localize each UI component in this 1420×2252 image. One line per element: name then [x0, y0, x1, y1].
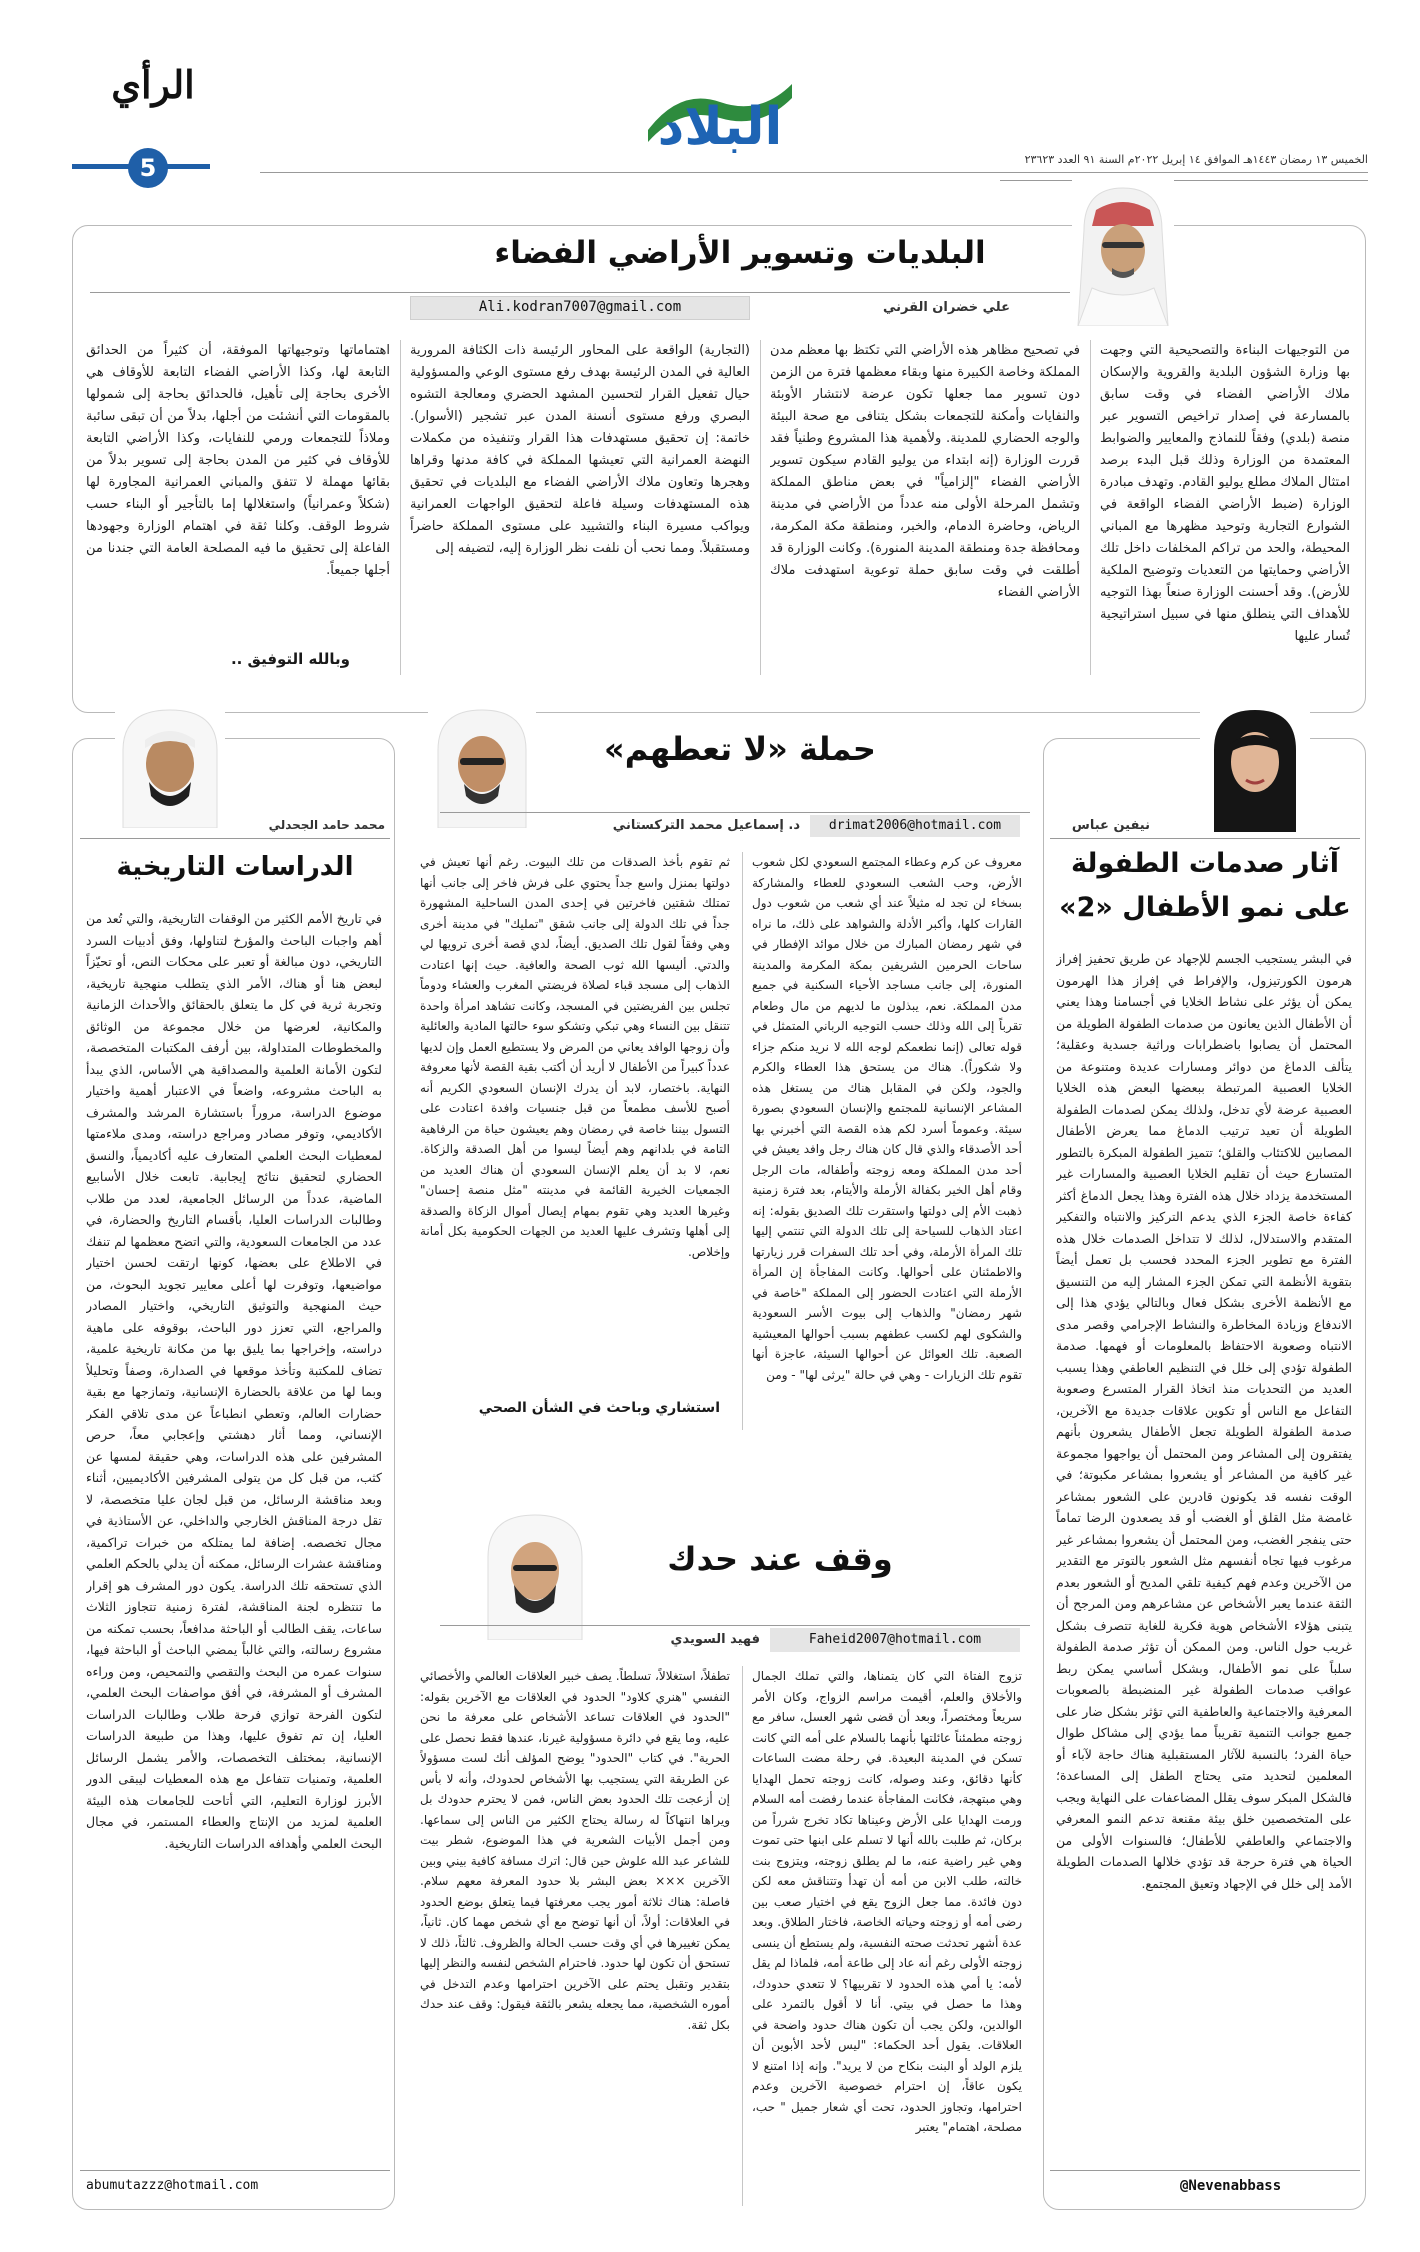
nevin-body-text: في البشر يستجيب الجسم للإجهاد عن طريق تحفيز إفراز هرمون الكورتيزول، والإفراط في إفراز هذا الهرمون يمكن أن يؤثر على نشاط الخلايا في أجسامنا وهذا يعني أن الأطفال الذين يعانون من صدمات الطفولة الطويلة من المحتمل أن يصابوا باضطرابات وراثية جسدية وعقلية؛ يتألف الدماغ من دوائر ومسارات عديدة ومتنوعة من الخلايا العصبية المرتبطة ببعضها البعض هذه الخلايا العصبية عرضة لأي تدخل، ولذلك يمكن لصدمات الطفولة الطويلة أن تعيد ترتيب الدماغ مما يعرض الأطفال المصابين للاكتئاب والقلق؛ تتميز الطفولة المبكرة بالتطور المتسارع حيث أن تقليم الخلايا العصبية والمسارات غير المستخدمة يزداد خلال هذه الفترة وهذا يجعل الدماغ أكثر كفاءة خاصة الجزء الذي يدعم التركيز والانتباه والتفكير المتقدم والاستدلال، لذلك لا تتداخل الصدمات خلال هذه الفترة مع تطوير الجزء المحدد فحسب بل تعمل أيضاً بتقوية الأنظمة التي تمكن الجزء المشار إليه من التنسيق مع الأنظمة الأخرى بشكل فعال وبالتالي يؤدي هذا إلى الاندفاع وزيادة المخاطرة والنشاط الإجرامي وقصر مدى الانتباه وصعوبة الاحتفاظ بالمعلومات أو فهمها. صدمة الطفولة تؤدي إلى خلل في التنظيم العاطفي وهذا يسبب العديد من التحديات منذ اتخاذ القرار المتسرع وصعوبة التفاعل مع الناس أو تكوين علاقات جديدة مع الآخرين، صدمة الطفولة الطويلة تجعل الأطفال يشعرون بأنهم يفتقرون إلى المشاعر ومن المحتمل أن يواجهوا مجموعة غير كافية من المشاعر أو يشعروا بمشاعر مكبوتة؛ في الوقت نفسه قد يكونون قادرين على الشعور بمشاعر غامضة مثل القلق أو الغضب أو قد يصعدون الرضا تماماً حتى ينفجر الغضب، ومن المحتمل أن يشعروا بمشاعر غير مرغوب فيها تجاه أنفسهم مثل الشعور بالتوتر مع التقدير من الآخرين وعدم فهم كيفية تلقي المديح أو الشعور بعدم الثقة عندما يعبر الأشخاص عن مشاعرهم ومن المرجح أن يتبنى هؤلاء الأشخاص هوية فكرية للغاية تتصرف بشكل غريب حول الناس. ومن الممكن أن تؤثر صدمة الطفولة سلباً على نمو الأطفال، وبشكل أساسي يمكن ربط عواقب صدمات الطفولة غير المنضبطة بالصعوبات المعرفية والاجتماعية والعاطفية التي تؤثر بشكل ضار على جميع جوانب التنمية تقريباً مما يؤدي إلى مشاكل طوال حياة الفرد؛ بالنسبة للآثار المستقبلية هناك حاجة لآباء أو المعلمين لتحديد متى يحتاج الطفل إلى المساعدة؛ فالشكل المبكر سوف يقلل المضاعفات على النهاية ويجب على المتخصصين خلق بيئة مقنعة تدعم النمو المعرفي والاجتماعي والعاطفي للأطفال؛ فالسنوات الأولى من الحياة هي فترة حرجة قد تؤدي خلالها الصدمات الطويلة الأمد إلى خلل في الإجهاد وتعيق المجتمع. — [1056, 951, 1352, 1891]
bottom-separator — [742, 1666, 743, 2206]
jahdali-email: abumutazzz@hotmail.com — [86, 2178, 259, 2193]
center-separator — [742, 852, 743, 1430]
bottom-author: فهيد السويدي — [670, 1632, 760, 1647]
top-col1-text: من التوجيهات البناءة والتصحيحية التي وجهت بها وزارة الشؤون البلدية والقروية والإسكان ملاك الأراضي الفضاء في وقت سابق بالمسارعة في إصدار تراخيص التسوير عبر منصة (بلدي) وفقاً للنماذج والمعايير والضوابط المعتمدة من الوزارة وذلك قبل البدء برصد امتثال الملاك مطلع يوليو القادم. وتهدف مبادرة الوزارة (ضبط الأراضي الفضاء الواقعة في الشوارع التجارية وتوحيد مظهرها مع المباني المحيطة، والحد من تراكم المخلفات داخل تلك الأراضي وحمايتها من التعديات وتوضيح الملكية للأرض). وقد أحسنت الوزارة صنعاً بهذا التوجيه للأهداف التي ينطلق منها في سبيل استراتيجية تُسار عليها — [1100, 343, 1350, 644]
nevin-headline-1: آثار صدمات الطفولة — [1070, 848, 1340, 879]
center-column-1 — [752, 852, 1022, 1430]
jahdali-author: محمد حامد الجحدلي — [268, 818, 385, 832]
author-photo-jahdali — [115, 700, 225, 828]
jahdali-byline-rule — [80, 838, 390, 839]
center-headline: حملة «لا تعطهم» — [604, 730, 876, 768]
center-author-email: drimat2006@hotmail.com — [828, 818, 1002, 833]
logo-mark — [640, 68, 800, 156]
top-closing: وبالله التوفيق .. — [230, 650, 350, 668]
nevin-byline-rule — [1050, 838, 1360, 839]
nevin-headline-2: على نمو الأطفال «2» — [1059, 892, 1351, 923]
masthead-rule-lower — [1000, 180, 1368, 181]
top-headline-rule — [90, 292, 1070, 293]
top-column-2 — [770, 340, 1080, 675]
top-separator-1 — [1090, 340, 1091, 675]
bottom-col2-text: تطفلاً، استغلالاً، تسلطاً. يصف خبير العلاقات العالمي والأخصائي النفسي "هنري كلاود" الحدود في العلاقات مع الآخرين بقوله: "الحدود في العلاقات تساعد الأشخاص على معرفة ما نحن عليه، وما يقع في دائرة مسؤولية غيرنا، عندها فقط نحصل على الحرية". في كتاب "الحدود" يوضح المؤلف أنك لست مسؤولاً عن الطريقة التي يستجيب بها الأشخاص لحدودك، وأنه لا بأس إن أزعجت تلك الحدود بعض الناس، فمن لا يحترم حدودك بل ويراها انتهاكاً له رسالة يحتاج الكثير من الناس إلى سماعها. ومن أجمل الأبيات الشعرية في هذا الموضوع، شطر بيت للشاعر عبد الله علوش حين قال: اترك مسافة كافية بيني وبين الآخرين ××× بعض البشر بلا حدود المعرفة معهم سلام. فاصلة: هناك ثلاثة أمور يجب معرفتها فيما يتعلق بوضع الحدود في العلاقات: أولاً، أن أنها توضح مع أي شخص مهما كان. ثانياً، يمكن تغييرها في أي وقت حسب الحالة والظروف. ثالثاً، ذلك لا تستحق أن تكون لها حدود. فاحترام الشخص لنفسه والنظر إليها بتقدير وتقبل يحتم على الآخرين احترامها وعدم التدخل في أموره الشخصية، مما يجعله يشعر بالثقة فيقول: وقف عند حدك بكل ثقة. — [420, 1669, 730, 2032]
top-separator-3 — [400, 340, 401, 675]
page-number-badge — [128, 148, 168, 188]
bottom-headline: وقف عند حدك — [667, 1540, 893, 1578]
jahdali-footer-rule — [80, 2170, 390, 2171]
jahdali-headline: الدراسات التاريخية — [116, 852, 354, 882]
jahdali-body-text: في تاريخ الأمم الكثير من الوقفات التاريخية، والتي تُعد من أهم واجبات الباحث والمؤرخ لتناولها، وفق أدبيات السرد التاريخي، دون مبالغة أو تعبر على محكات النص، أو تحيّزاً لبعض هنا أو هناك، الأمر الذي يتطلب منهجية تاريخية، وتجربة ثرية في كل ما يتعلق بالحقائق والأحداث الزمانية والمكانية، لعرضها من خلال مجموعة من الوثائق والمخطوطات المتداولة، بين أرفف المكتبات المتخصصة، لتكون الأمانة العلمية والمصداقية هي الأساس، الذي يبدأ به الباحث مشروعه، واضعاً في الاعتبار أهمية واختيار موضوع الدراسة، مروراً باستشارة المرشد والمشرف الأكاديمي، وتوفر مصادر ومراجع دراسته، ومدى ملاءمتها لمعطيات البحث العلمي المتعارف عليه أكاديمياً، والنسق الحضاري لتحقيق نتائج إيجابية. تابعت خلال الأسابيع الماضية، عدداً من الرسائل الجامعية، لعدد من طلاب وطالبات الدراسات العليا، بأقسام التاريخ والحضارة، في عدد من الجامعات السعودية، والتي اتضح معظمها لم تنفك في الاطلاع على بعضها، كونها ارتقت لحسن اختيار مواضيعها، وتوفرت لها أعلى معايير تجويد البحوث، من حيث المنهجية والتوثيق التاريخي، واختيار المصادر والمراجع، التي تعزز دور الباحث، بوقوفه على ماهية دراسته، وإخراجها بما يليق بها من مكانة تاريخية علمية، تضاف للمكتبة وتأخذ موقعها في الصدارة، وصفاً وتحليلاً وبما لها من علاقة بالحضارة الإنسانية، وتمازجها مع بقية حضارات العالم، وتعطي انطباعاً عن مدى تلاقي الفكر الإنساني، ومما أثار دهشتي وإعجابي معاً، حرص المشرفين على هذه الدراسات، وهي حقيقة لمسها عن كثب، من قبل كل من يتولى المشرفين الأكاديميين، أثناء وبعد مناقشة الرسائل، من قبل لجان عليا متخصصة، لا تقل درجة المناقش الخارجي والداخلي، عن الأستاذية في مجال تخصصه. إضافة لما يمتلكه من خبرات تراكمية، ومناقشة عشرات الرسائل، ممكنه أن يدلي بالحكم العلمي الذي تستحقه تلك الدراسة. يكون دور المشرف هو إقرار ما تنتظره لجنة المناقشة، لفترة زمنية تتجاوز الثلاث ساعات، يقف الطالب أو الباحثة مدافعاً، بحسب تمكنه من مشروع رسالته، والتي غالباً يمضي الباحث أو الباحثة فيها، سنوات عمره من البحث والتقصي والتمحيص، ومن وراءه المشرف أو المشرفة، في أفق مواصفات البحث العلمي، لتكون الفرحة توازي فرحة طلاب وطالبات الدراسات العليا، إن تم تفوق عليها، وهذا من طبيعة الدراسات الإنسانية، بمختلف التخصصات، والأمر يشمل الرسائل العلمية، وتمنيات تتفاعل مع هذه المعطيات ليبقى الدور الأبرز لوزارة التعليم، التي أتاحت للجامعات هذه البيئة العلمية لمزيد من الإنتاج والعطاء المستمر، في مجال البحث العلمي وأهدافه الدراسات التاريخية. — [86, 911, 382, 1851]
top-headline: البلديات وتسوير الأراضي الفضاء — [494, 235, 986, 271]
top-col4-text: اهتماماتها وتوجيهاتها الموفقة، أن كثيراً من الحدائق التابعة لها، وكذا الأراضي الفضاء التابعة للأوقاف هي الأخرى بحاجة إلى تأهيل، فالحدائق بحاجة إلى شمولها بالمقومات التي أنشئت من أجلها، بدلاً من أن تبقى سائبة وملاذاً للتجمعات ورمي للنفايات، وكذا الأراضي التابعة للأوقاف في كثير من المدن بحاجة إلى تسوير بدلاً من بقائها مهملة لا تتفق والمباني العمرانية المجاورة لها (شكلاً وعمرانياً) واستغلالها إما بالتأجير أو البناء حسب شروط الوقف. وكلنا ثقة في اهتمام الوزارة وجهودها الفاعلة إلى تحقيق ما فيه المصلحة العامة التي جندنا من أجلها جميعاً. — [86, 343, 390, 578]
nevin-footer-rule — [1050, 2170, 1360, 2171]
top-column-4 — [86, 340, 390, 640]
author-photo-nevin — [1200, 700, 1310, 832]
center-byline-rule — [440, 812, 1030, 813]
bottom-author-email: Faheid2007@hotmail.com — [808, 1632, 982, 1647]
logo — [640, 68, 800, 156]
jahdali-body — [86, 908, 382, 2153]
section-title: الرأي — [111, 62, 195, 107]
top-author: علي خضران القرني — [882, 300, 1010, 315]
top-column-1 — [1100, 340, 1350, 675]
bottom-column-2 — [420, 1666, 730, 2206]
dateline: الخميس ١٣ رمضان ١٤٤٣هـ الموافق ١٤ إبريل ٢٠٢٢م السنة ٩١ العدد ٢٣٦٢٣ — [1024, 153, 1368, 166]
nevin-body — [1056, 948, 1352, 2163]
top-col2-text: في تصحيح مظاهر هذه الأراضي التي تكتظ بها معظم مدن المملكة وخاصة الكبيرة منها وبقاء معظمها فترة من الزمن دون تسوير مما جعلها تكون عرضة لانتشار الأوبئة والنفايات وأمكنة للتجمعات بشكل يتنافى مع صحة البيئة والوجه الحضاري للمدينة. ولأهمية هذا المشروع وطنياً فقد قررت الوزارة (إنه ابتداء من يوليو القادم سيكون تسوير الأراضي الفضاء "إلزامياً" في بعض مناطق المملكة وتشمل المرحلة الأولى منه عدداً من الأراضي في مدينة الرياض، وحاضرة الدمام، والخبر، ومنطقة مكة المكرمة، ومحافظة جدة ومنطقة المدينة المنورة). وكانت الوزارة قد أطلقت في وقت سابق حملة توعوية استهدفت ملاك الأراضي الفضاء — [770, 343, 1080, 600]
center-col2-text: ثم تقوم بأخذ الصدقات من تلك البيوت. رغم أنها تعيش في دولتها بمنزل واسع جداً يحتوي على فرش فاخر إلى جانب أنها تمتلك شقتين فاخرتين في إحدى المدن الساحلية المشهورة جداً في تلك الدولة إلى جانب شقق "تمليك" في مدينة أخرى وهي وفقاً لقول تلك الصديق. أيضاً، لدي قصة أخرى ترويها لي والدتي. أليسها الله ثوب الصحة والعافية. حيث إنها اعتادت الذهاب إلى مسجد قباء لصلاة فريضتي المغرب والعشاء ودوماً تجلس بين الفريضتين في المسجد، وكانت تشاهد امرأة واحدة تتنقل بين النساء وهي تبكي وتشكو سوء حالتها المادية والعائلية وأن زوجها الوافد يعاني من المرض ولا يستطيع العمل وإن لديها عدداً كبيراً من الأطفال لا أريد أن أكتب بقية القصة لأنها معروفة النهاية. باختصار، لابد أن يدرك الإنسان السعودي الكريم أنه أصبح للأسف مطمعاً من قبل جنسيات وافدة اعتادت على التسول بيننا خاصة في رمضان وهم يعيشون حياة من الرفاهية التامة في بلدانهم وهم أيضاً ليسوا من أهل الصدقة والزكاة. نعم، لا بد أن يعلم الإنسان السعودي أن هناك العديد من الجمعيات الخيرية القائمة في مدينته "مثل منصة إحسان" وغيرها العديد وهي تقوم بمهام إيصال أموال الزكاة والصدقة إلى أهلها وتشرف عليها العديد من الجهات الحكومية بكل أمانة وإخلاص. — [420, 855, 730, 1259]
center-column-2 — [420, 852, 730, 1382]
top-separator-2 — [760, 340, 761, 675]
logo-text: البلاد — [657, 97, 783, 156]
top-author-email: Ali.kodran7007@gmail.com — [478, 299, 682, 315]
center-col1-text: معروف عن كرم وعطاء المجتمع السعودي لكل شعوب الأرض، وحب الشعب السعودي للعطاء والمشاركة بسخاء لن تجد له مثيلاً عند أي شعب من شعوب دول القارات كلها، وأكبر الأدلة والشواهد على ذلك، ما نراه في شهر رمضان المبارك من خلال موائد الإفطار في ساحات الحرمين الشريفين بمكة المكرمة والمدينة المنورة، إلى جانب مساجد الأحياء السكنية في جميع مدن المملكة. نعم، يبذلون ما لديهم من مال وطعام تقرباً إلى الله وذلك حسب التوجيه الرباني المتمثل في قوله تعالى (إنما نطعمكم لوجه الله لا نريد منكم جزاء ولا شكوراً). هناك من يستحق هذا العطاء والكرم والجود، ولكن في المقابل هناك من يستغل هذه المشاعر الإنسانية للمجتمع والإنسان السعودي بصورة سيئة. وعموماً أسرد لكم هذه القصة التي أخبرني بها أحد الأصدقاء والذي قال كان هناك رجل وافد يعيش في أحد مدن المملكة ومعه زوجته وأطفاله، مات الرجل وقام أهل الخير بكفالة الأرملة والأيتام، بعد فترة زمنية ذهبت الأم إلى دولتها واستقرت تلك الصديق بقوله: إنه اعتاد الذهاب للسياحة إلى تلك الدولة التي تنتمي إليها تلك المرأة الأرملة، وفي أحد تلك السفرات قرر زيارتها والاطمئنان على أحوالها. وكانت المفاجأة إن المرأة الأرملة التي اعتادت الحضور إلى المملكة "خاصة في شهر رمضان" والذهاب إلى بيوت الأسر السعودية والشكوى لهم لكسب عطفهم بسبب أحوالها المعيشية الصعبة. تلك العوائل عن أحوالها السيئة، عاجزة أنها تقوم تلك الزيارات - وهي في حالة "يرثى لها" - ومن — [752, 855, 1022, 1382]
page-number: 5 — [139, 154, 157, 182]
bottom-byline-rule — [440, 1625, 1030, 1626]
bottom-col1-text: تزوج الفتاة التي كان يتمناها، والتي تملك الجمال والأخلاق والعلم، أقيمت مراسم الزواج، وكان الأمر سريعاً ومختصراً، وبعد أن قضى شهر العسل، سافر مع زوجته مطمئناً عائلتها بأنهما بالسلام على أمه التي كانت تسكن في المدينة البعيدة. في رحلة مضت الساعات كأنها دقائق، وعند وصوله، كانت زوجته تحمل الهدايا وهي مبتهجة، فكانت المفاجأة عندما رفضت أمه السلام ورمت الهدايا على الأرض وعيناها تكاد تخرج شرراً من بركان، ثم طلبت بالله أنها لا تسلم على ابنها حتى تموت وهي غير راضية عنه، ما لم يطلق زوجته، ويتزوج بنت خالته، طلب الابن من أمه أن تهدأ وتتناقش معه لكن دون فائدة. مما جعل الزوج يقع في اختيار صعب بين رضى أمه أو زوجته وحياته الخاصة، فاختار الطلاق. وبعد عدة أشهر تحدثت صحته النفسية، ولم يستطع أن ينسى زوجته الأولى رغم أنه عاد إلى طاعة أمه، فلماذا لم يقل لأمه: يا أمي هذه الحدود لا تقربيها؟ لا تتعدي حدودك، وهذا ما حصل في بيتي. أنا لا أقول بالتمرد على الوالدين، ولكن يجب أن تكون هناك حدود واضحة في العلاقات. يقول أحد الحكماء: "ليس لأحد الأبوين أن يلزم الولد أو البنت بنكاح من لا يريد". وإنه إذا امتنع لا يكون عاقاً، إن احترام خصوصية الآخرين وعدم احترامها، وتجاوز الحدود، تحت أي شعار جميل " حب، مصلحة، اهتمام" يعتبر — [752, 1669, 1022, 2134]
masthead-rule — [260, 172, 1368, 173]
masthead — [0, 60, 1420, 195]
center-author: د. إسماعيل محمد التركستاني — [612, 818, 800, 833]
top-column-3 — [410, 340, 750, 675]
bottom-column-1 — [752, 1666, 1022, 2206]
author-photo-turkestani — [428, 700, 536, 828]
nevin-handle: @Nevenabbass — [1180, 2178, 1282, 2194]
top-col3-text: (التجارية) الواقعة على المحاور الرئيسة ذات الكثافة المرورية العالية في المدن الرئيسة بهدف رفع مستوى الوعي والمسؤولية حيال تفعيل القرار لتحسين المشهد الحضري ومعالجة التشوه البصري ورفع مستوى أنسنة المدن عبر تشجير (الأسوار). خاتمة: إن تحقيق مستهدفات هذا القرار وتنفيذه من مكملات النهضة العمرانية التي تعيشها المملكة في كافة مدنها وقراها وهجرها وتعاون ملاك الأراضي الفضاء مع البلديات في تحقيق هذه المستهدفات وسيلة فاعلة لتحقيق الواجهات العمرانية ويواكب مسيرة البناء والتشييد على مستوى المملكة حاضراً ومستقبلاً. ومما نحب أن نلفت نظر الوزارة إليه، لتضيفه إلى — [410, 343, 750, 556]
center-footer: استشاري وباحث في الشأن الصحي — [478, 1400, 720, 1416]
nevin-author: نيفين عباس — [1071, 818, 1150, 833]
author-photo-suwaidi — [480, 1505, 590, 1640]
author-photo-top — [1072, 180, 1174, 326]
